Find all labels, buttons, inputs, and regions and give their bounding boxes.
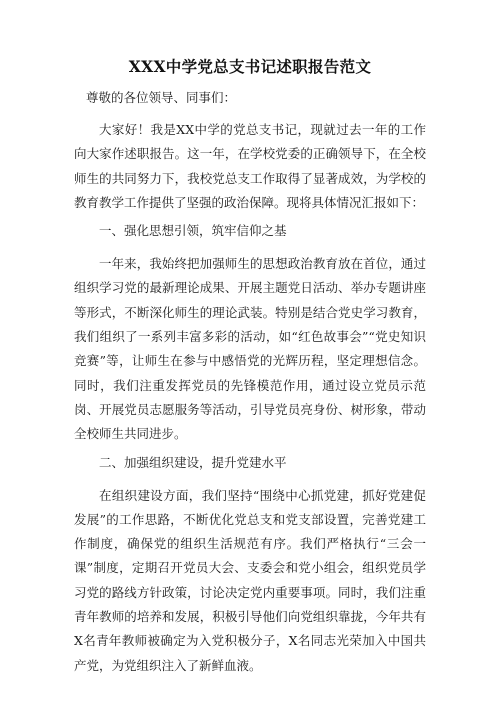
document-title: XXX中学党总支书记述职报告范文: [128, 57, 372, 76]
section-body-2: 在组织建设方面，我们坚持“围绕中心抓党建，抓好党建促发展”的工作思路，不断优化党总支和党支部设置，完善党建工作制度，确保党的组织生活规范有序。我们严格执行“三会一课”制度，定期召开党员大会、支委会和党小组会，组织党员学习党的路线方针政策，讨论决定党内重要事项。同时，我们注重青年教师的培养和发展，积极引导他们向党组织靠拢，今年共有X名青年教师被确定为入党积极分子，X名同志光荣加入中国共产党，为党组织注入了新鲜血液。: [74, 487, 426, 673]
salutation: 尊敬的各位领导、同事们：: [86, 90, 237, 105]
section-heading-1: 一、强化思想引领，筑牢信仰之基: [99, 223, 287, 239]
section-body-1: 一年来，我始终把加强师生的思想政治教育放在首位，通过组织学习党的最新理论成果、开展主题党日活动、举办专题讲座等形式，不断深化师生的理论武装。特别是结合党史学习教育，我们组织了一系列丰富多彩的活动，如“红色故事会”“党史知识竞赛”等，让师生在参与中感悟党的光辉历程，坚定理想信念。同时，我们注重发挥党员的先锋模范作用，通过设立党员示范岗、开展党员志愿服务等活动，引导党员亮身份、树形象，带动全校师生共同进步。: [74, 256, 426, 442]
section-heading-2: 二、加强组织建设，提升党建水平: [99, 454, 287, 470]
intro-paragraph: 大家好！我是XX中学的党总支书记，现就过去一年的工作向大家作述职报告。这一年，在学校党委的正确领导下，在全校师生的共同努力下，我校党总支工作取得了显著成效，为学校的教育教学工作提供了坚强的政治保障。现将具体情况汇报如下：: [74, 122, 426, 210]
